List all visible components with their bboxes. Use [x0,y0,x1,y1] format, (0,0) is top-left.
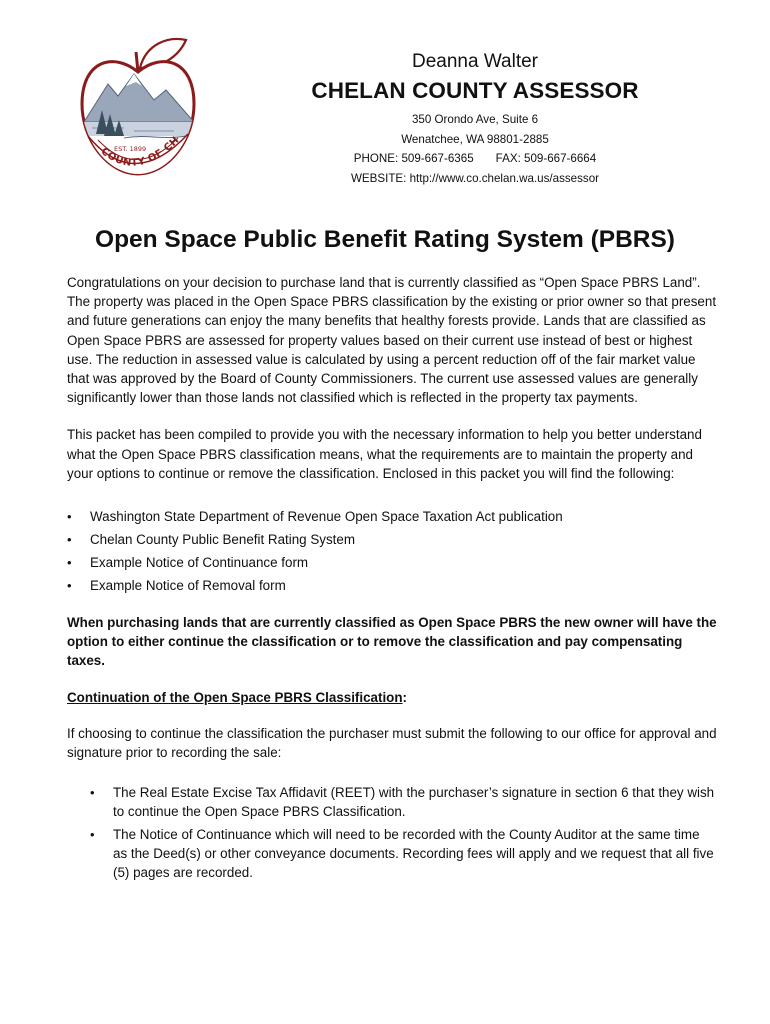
county-seal-logo [74,30,202,190]
seal-est-text: EST. 1899 [114,145,147,153]
list-item: • Chelan County Public Benefit Rating System [67,528,717,551]
phone-number: PHONE: 509-667-6365 [353,152,474,165]
document-body [67,273,717,885]
list-item: • Example Notice of Removal form [67,574,717,597]
seal-text: COUNTY OF CH [98,134,182,169]
continuation-heading [67,688,717,707]
list-item: • The Real Estate Excise Tax Affidavit (REET) with the purchaser’s signature in section 6 that they wish to continue the Open Space PBRS Classification. [67,783,717,821]
contact-line [300,149,650,169]
assessor-name: Deanna Walter [411,51,539,72]
list-item: • Example Notice of Continuance form [67,551,717,574]
letterhead [300,50,650,188]
apple-seal-icon [74,30,202,190]
office-name: CHELAN COUNTY ASSESSOR [311,78,639,103]
continuation-heading-text: Continuation of the Open Space PBRS Classification [67,689,403,705]
continuation-intro-paragraph: If choosing to continue the classification the purchaser must submit the following to our office for approval and signature prior to recording the sale: [67,725,717,761]
intro-paragraph: Congratulations on your decision to purchase land that is currently classified as “Open Space PBRS Land”. The property was placed in the Open Space PBRS classification by the existing or prior owner so that present and future generations can enjoy the many benefits that healthy forests provide. Lands that are classified as Open Space PBRS are assessed for property values based on their current use instead of best or highest use. The reduction in assessed value is calculated by using a percent reduction off of the fair market value that was approved by the Board of County Commissioners. The current use assessed values are generally significantly lower than those lands not classified which is reflected in the property tax payments. [67,275,717,406]
website-line: WEBSITE: http://www.co.chelan.wa.us/assessor [350,171,600,185]
document-title: Open Space Public Benefit Rating System (PBRS) [95,226,675,253]
address-line-1: 350 Orondo Ave, Suite 6 [411,113,539,126]
address-line-2: Wenatchee, WA 98801-2885 [401,132,549,146]
list-item: • The Notice of Continuance which will need to be recorded with the County Auditor at the same time as the Deed(s) or other conveyance documents. Recording fees will apply and we request that all five (5) pages are recorded. [67,825,717,883]
purchase-options-paragraph: When purchasing lands that are currently classified as Open Space PBRS the new owner will have the option to either continue the classification or to remove the classification and pay compensating taxes. [67,615,717,669]
continuation-heading-colon: : [402,689,408,705]
enclosed-items-list [67,505,717,597]
continuation-items-list [67,783,717,882]
list-item: • Washington State Department of Revenue Open Space Taxation Act publication [67,505,717,528]
packet-paragraph: This packet has been compiled to provide you with the necessary information to help you better understand what the Open Space PBRS classification means, what the requirements are to maintain the property and your options to continue or remove the classification. Enclosed in this packet you will find the following: [67,427,702,481]
fax-number: FAX: 509-667-6664 [495,152,597,165]
